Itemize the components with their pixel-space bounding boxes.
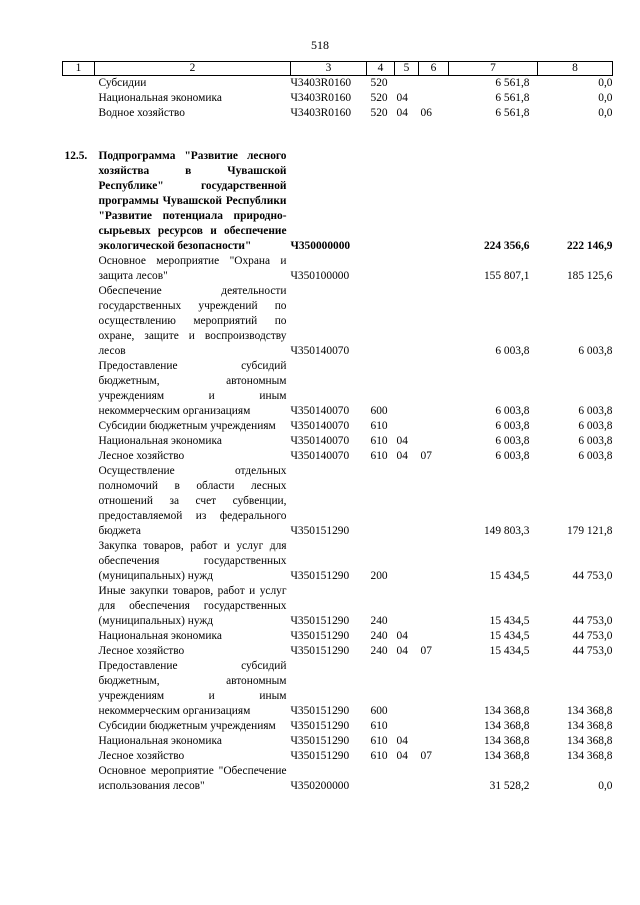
row-target-code: Ч350140070 [290, 345, 350, 357]
row-number [63, 419, 95, 434]
row-subsection: 07 [420, 645, 432, 657]
row-amount-year1: 6 561,8 [495, 92, 530, 104]
row-amount-year1: 6 003,8 [495, 450, 530, 462]
table-row [63, 719, 613, 734]
row-number [63, 434, 95, 449]
row-name: Основное мероприятие "Обеспечение использования лесов" [98, 765, 287, 792]
row-section: 04 [396, 630, 408, 642]
row-section [395, 76, 419, 92]
row-section [395, 254, 419, 284]
row-name: Национальная экономика [98, 92, 222, 104]
row-expense-type: 610 [370, 435, 388, 447]
row-number [63, 584, 95, 629]
row-amount-year1: 134 368,8 [483, 705, 530, 717]
row-target-code: Ч350100000 [290, 270, 350, 282]
header-row [63, 62, 613, 76]
table-row [63, 419, 613, 434]
row-expense-type [367, 764, 395, 794]
row-amount-year2: 134 368,8 [566, 735, 613, 747]
row-name: Лесное хозяйство [98, 450, 185, 462]
row-amount-year1: 155 807,1 [483, 270, 530, 282]
row-target-code: Ч3403R0160 [290, 107, 352, 119]
row-name: Предоставление субсидий бюджетным, автономным учреждениям и иным некоммерческим организациям [98, 660, 287, 717]
row-amount-year1: 31 528,2 [489, 780, 530, 792]
row-subsection: 06 [420, 107, 432, 119]
table-row [63, 539, 613, 584]
row-section [395, 764, 419, 794]
row-target-code: Ч350140070 [290, 435, 350, 447]
row-expense-type [367, 284, 395, 359]
row-section [395, 719, 419, 734]
row-subsection: 07 [420, 750, 432, 762]
row-number [63, 539, 95, 584]
row-name: Осуществление отдельных полномочий в области лесных отношений за счет субвенции, предоставляемой из федерального бюджета [98, 465, 287, 537]
row-section: 04 [396, 750, 408, 762]
table-row [63, 91, 613, 106]
row-number: 12.5. [64, 150, 88, 162]
row-amount-year1: 134 368,8 [483, 750, 530, 762]
row-expense-type: 610 [370, 750, 388, 762]
row-target-code: Ч3403R0160 [290, 77, 352, 89]
row-expense-type: 240 [370, 630, 388, 642]
row-amount-year2: 6 003,8 [578, 345, 613, 357]
row-expense-type: 520 [370, 77, 388, 89]
row-name: Субсидии [98, 77, 147, 89]
row-amount-year2: 134 368,8 [566, 750, 613, 762]
row-expense-type [367, 464, 395, 539]
row-target-code: Ч350151290 [290, 735, 350, 747]
row-amount-year2: 6 003,8 [578, 420, 613, 432]
row-subsection [419, 359, 449, 419]
header-cell-8: 8 [538, 62, 613, 76]
row-amount-year2: 134 368,8 [566, 720, 613, 732]
row-amount-year1: 6 003,8 [495, 405, 530, 417]
row-amount-year2: 185 125,6 [566, 270, 613, 282]
page-number: 518 [311, 38, 329, 52]
row-subsection [419, 91, 449, 106]
table-row [63, 449, 613, 464]
table-row [63, 659, 613, 719]
row-section [395, 284, 419, 359]
row-section [395, 359, 419, 419]
spacer-cell [63, 121, 613, 149]
row-subsection: 07 [420, 450, 432, 462]
header-cell-4: 4 [367, 62, 395, 76]
row-amount-year1: 6 561,8 [495, 77, 530, 89]
row-expense-type: 600 [370, 705, 388, 717]
row-name: Обеспечение деятельности государственных учреждений по осуществлению мероприятий по охране, защите и воспроизводству лесов [98, 285, 287, 357]
table-row [63, 359, 613, 419]
row-expense-type: 240 [370, 615, 388, 627]
budget-table [62, 61, 613, 794]
row-expense-type: 610 [370, 735, 388, 747]
row-amount-year2: 134 368,8 [566, 705, 613, 717]
row-number [63, 254, 95, 284]
row-amount-year2: 179 121,8 [566, 525, 613, 537]
row-name: Подпрограмма "Развитие лесного хозяйства в Чувашской Республике" государственной программы Чувашской Республики "Развитие потенциала природно-сырьевых ресурсов и обеспечение экологической безопасности" [98, 150, 287, 252]
row-expense-type: 520 [370, 107, 388, 119]
row-subsection [419, 149, 449, 254]
row-amount-year2: 6 003,8 [578, 450, 613, 462]
row-amount-year1: 15 434,5 [489, 645, 530, 657]
row-number [63, 464, 95, 539]
header-cell-6: 6 [419, 62, 449, 76]
row-amount-year2: 44 753,0 [572, 615, 613, 627]
table-row [63, 254, 613, 284]
row-amount-year1: 6 561,8 [495, 107, 530, 119]
row-amount-year1: 149 803,3 [483, 525, 530, 537]
table-row [63, 749, 613, 764]
row-section [395, 149, 419, 254]
row-amount-year2: 0,0 [598, 92, 613, 104]
row-number [63, 644, 95, 659]
row-name: Национальная экономика [98, 735, 222, 747]
row-section [395, 464, 419, 539]
row-subsection [419, 284, 449, 359]
row-target-code: Ч350151290 [290, 615, 350, 627]
table-row [63, 434, 613, 449]
row-section [395, 419, 419, 434]
row-number [63, 284, 95, 359]
row-amount-year1: 15 434,5 [489, 630, 530, 642]
row-subsection [419, 584, 449, 629]
row-amount-year2: 0,0 [598, 77, 613, 89]
row-subsection [419, 434, 449, 449]
row-amount-year2: 0,0 [598, 780, 613, 792]
row-name: Национальная экономика [98, 435, 222, 447]
row-target-code: Ч350140070 [290, 450, 350, 462]
row-target-code: Ч350000000 [290, 240, 351, 252]
row-number [63, 106, 95, 121]
table-row [63, 76, 613, 92]
row-subsection [419, 539, 449, 584]
row-name: Закупка товаров, работ и услуг для обеспечения государственных (муниципальных) нужд [98, 540, 287, 582]
row-subsection [419, 764, 449, 794]
row-expense-type [367, 254, 395, 284]
row-expense-type: 610 [370, 450, 388, 462]
row-target-code: Ч350151290 [290, 570, 350, 582]
row-number [63, 734, 95, 749]
header-cell-2: 2 [95, 62, 291, 76]
row-section: 04 [396, 92, 408, 104]
row-target-code: Ч350200000 [290, 780, 350, 792]
row-number [63, 659, 95, 719]
row-expense-type: 520 [370, 92, 388, 104]
row-amount-year2: 44 753,0 [572, 630, 613, 642]
row-subsection [419, 629, 449, 644]
row-target-code: Ч350151290 [290, 705, 350, 717]
row-amount-year2: 0,0 [598, 107, 613, 119]
row-section: 04 [396, 107, 408, 119]
row-amount-year1: 224 356,6 [483, 240, 530, 252]
row-section: 04 [396, 645, 408, 657]
row-name: Субсидии бюджетным учреждениям [98, 420, 276, 432]
row-number [63, 719, 95, 734]
row-subsection [419, 419, 449, 434]
row-subsection [419, 464, 449, 539]
table-header [63, 62, 613, 76]
row-section: 04 [396, 450, 408, 462]
row-amount-year1: 6 003,8 [495, 420, 530, 432]
row-expense-type: 610 [370, 720, 388, 732]
row-target-code: Ч350140070 [290, 405, 350, 417]
table-row [63, 149, 613, 254]
row-amount-year2: 44 753,0 [572, 570, 613, 582]
row-name: Иные закупки товаров, работ и услуг для обеспечения государственных (муниципальных) нужд [98, 585, 287, 627]
row-number [63, 76, 95, 92]
row-subsection [419, 734, 449, 749]
row-section [395, 584, 419, 629]
table-row [63, 284, 613, 359]
row-number [63, 359, 95, 419]
row-number [63, 749, 95, 764]
table-row [63, 734, 613, 749]
row-expense-type [367, 149, 395, 254]
row-name: Водное хозяйство [98, 107, 185, 119]
row-amount-year1: 15 434,5 [489, 615, 530, 627]
row-amount-year1: 134 368,8 [483, 735, 530, 747]
row-subsection [419, 659, 449, 719]
table-row [63, 764, 613, 794]
row-subsection [419, 719, 449, 734]
row-target-code: Ч350151290 [290, 720, 350, 732]
row-amount-year2: 44 753,0 [572, 645, 613, 657]
row-amount-year2: 6 003,8 [578, 405, 613, 417]
row-amount-year1: 6 003,8 [495, 345, 530, 357]
row-expense-type: 600 [370, 405, 388, 417]
row-subsection [419, 254, 449, 284]
header-cell-3: 3 [291, 62, 367, 76]
row-subsection [419, 76, 449, 92]
table-row [63, 106, 613, 121]
row-number [63, 91, 95, 106]
row-expense-type: 240 [370, 645, 388, 657]
row-amount-year1: 15 434,5 [489, 570, 530, 582]
row-expense-type: 610 [370, 420, 388, 432]
row-name: Предоставление субсидий бюджетным, автономным учреждениям и иным некоммерческим организациям [98, 360, 287, 417]
row-expense-type: 200 [370, 570, 388, 582]
row-name: Субсидии бюджетным учреждениям [98, 720, 276, 732]
row-section [395, 659, 419, 719]
row-number [63, 449, 95, 464]
row-number [63, 764, 95, 794]
row-amount-year2: 222 146,9 [566, 240, 613, 252]
header-cell-1: 1 [63, 62, 95, 76]
table-row [63, 584, 613, 629]
spacer-row [63, 121, 613, 149]
row-name: Лесное хозяйство [98, 750, 185, 762]
row-number [63, 629, 95, 644]
row-name: Лесное хозяйство [98, 645, 185, 657]
header-cell-7: 7 [449, 62, 538, 76]
row-target-code: Ч350151290 [290, 750, 350, 762]
row-target-code: Ч350151290 [290, 645, 350, 657]
header-cell-5: 5 [395, 62, 419, 76]
row-amount-year1: 6 003,8 [495, 435, 530, 447]
row-section: 04 [396, 435, 408, 447]
row-section: 04 [396, 735, 408, 747]
row-target-code: Ч3403R0160 [290, 92, 352, 104]
row-target-code: Ч350140070 [290, 420, 350, 432]
table-row [63, 464, 613, 539]
row-amount-year2: 6 003,8 [578, 435, 613, 447]
table-row [63, 644, 613, 659]
row-target-code: Ч350151290 [290, 525, 350, 537]
row-section [395, 539, 419, 584]
table-body [63, 76, 613, 795]
row-name: Национальная экономика [98, 630, 222, 642]
row-name: Основное мероприятие "Охрана и защита лесов" [98, 255, 287, 282]
row-target-code: Ч350151290 [290, 630, 350, 642]
table-row [63, 629, 613, 644]
budget-table-container [62, 61, 612, 794]
row-amount-year1: 134 368,8 [483, 720, 530, 732]
